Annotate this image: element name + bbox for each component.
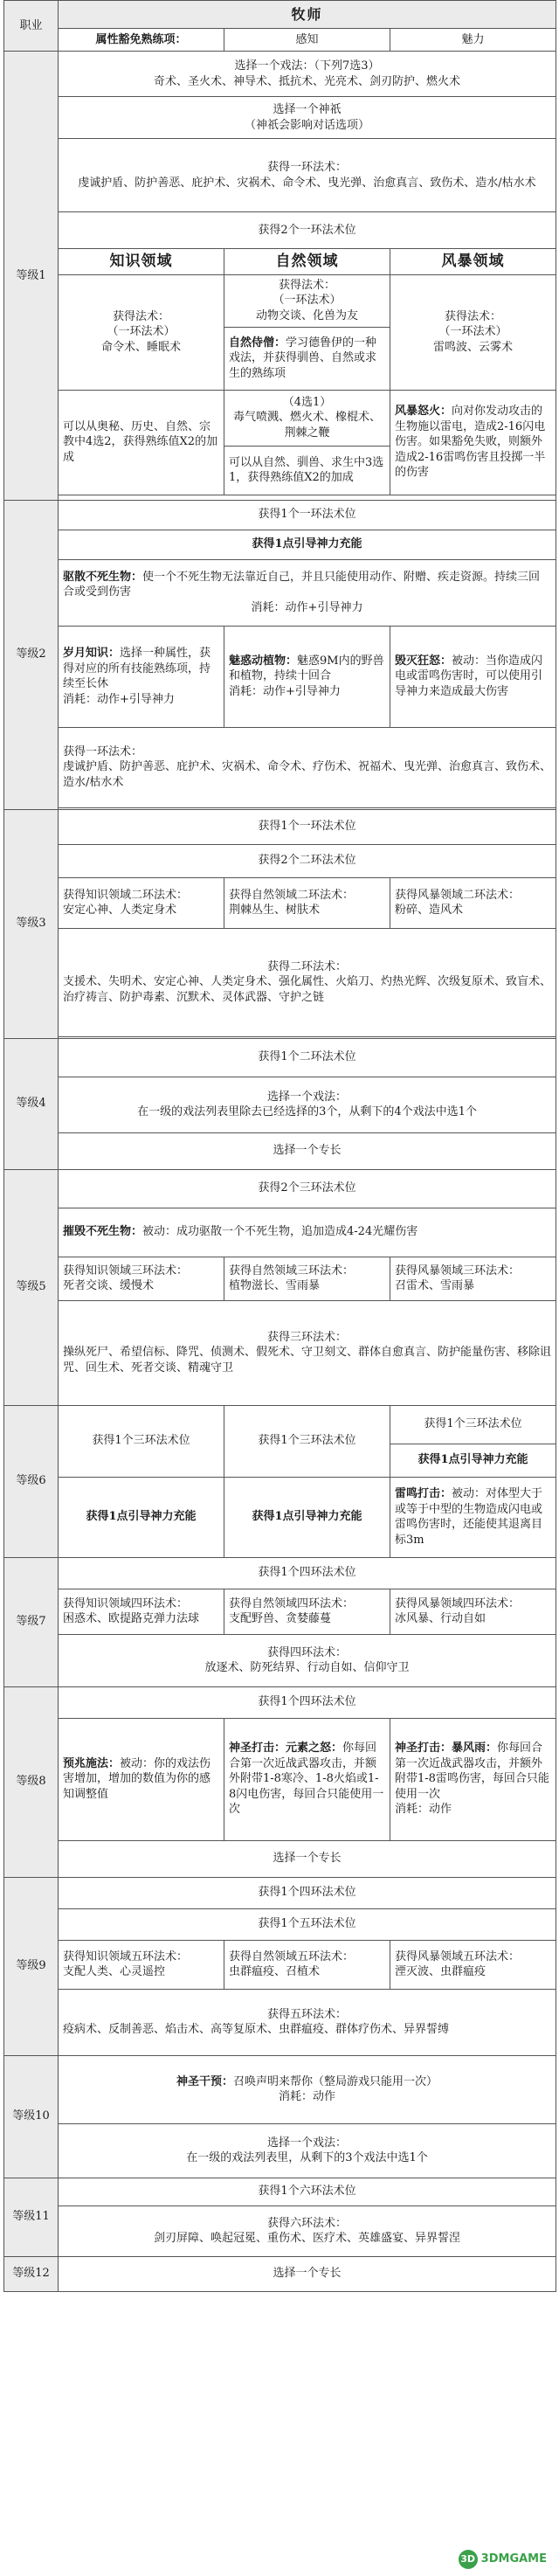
l4-cantrip-title: 选择一个戏法： bbox=[266, 1090, 347, 1104]
level-5-label: 等级5 bbox=[4, 1169, 59, 1405]
charm-animals-name: 魅惑动植物： bbox=[229, 654, 298, 668]
n3-title: 获得自然领域三环法术： bbox=[229, 1264, 355, 1278]
l4-cantrip-text: 在一级的戏法列表里除去已经选择的3个，从剩下的4个戏法中选1个 bbox=[137, 1105, 477, 1119]
cleric-progression-table bbox=[3, 0, 556, 2292]
l10-cantrip-text: 在一级的戏法列表里，从剩下的3个戏法中选1个 bbox=[186, 2151, 428, 2165]
tempest-tier5 bbox=[390, 1940, 556, 1989]
t2-list: 粉碎、造风术 bbox=[395, 904, 464, 918]
l9-spells-list: 疫病术、反制善恶、焰击术、高等复原术、虫群瘟疫、群体疗伤术、异界誓缚 bbox=[63, 2023, 450, 2037]
proficiency-charisma: 魅力 bbox=[390, 29, 556, 52]
knowledge-tier4 bbox=[59, 1589, 224, 1634]
l3-spells-title: 获得二环法术： bbox=[266, 959, 347, 973]
level-7-label: 等级7 bbox=[4, 1557, 59, 1686]
t4-title: 获得风暴领域四环法术： bbox=[395, 1596, 521, 1610]
nature-cantrip-list: 毒气喷溅、燃火术、橡棍术、荆棘之鞭 bbox=[232, 411, 381, 440]
domain-knowledge: 知识领域 bbox=[59, 249, 224, 275]
l2-spells-list: 虔诚护盾、防护善恶、庇护术、灾祸术、命令术、疗伤术、祝福术、曳光弹、治愈真言、致伤术、造水/枯水术 bbox=[63, 760, 552, 789]
knowledge-spells bbox=[59, 274, 224, 390]
destructive-wrath-text: 被动：当你造成闪电或雷鸣伤害时，可以使用引导神力来造成最大伤害 bbox=[395, 654, 543, 698]
level-1-cantrip bbox=[59, 52, 556, 97]
k2-title: 获得知识领域二环法术： bbox=[63, 888, 189, 902]
knowledge-feature: 可以从奥秘、历史、自然、宗教中4选2，获得熟练值X2的加成 bbox=[59, 390, 224, 495]
destroy-undead bbox=[59, 1208, 556, 1257]
site-watermark bbox=[455, 2548, 550, 2571]
level-6-label: 等级6 bbox=[4, 1405, 59, 1557]
n2-title: 获得自然领域二环法术： bbox=[229, 888, 355, 902]
l10-cantrip-title: 选择一个戏法： bbox=[266, 2136, 347, 2150]
knowledge-tier3 bbox=[59, 1257, 224, 1300]
divine-strike-elemental-name: 神圣打击：元素之怒： bbox=[229, 1742, 343, 1755]
turn-undead-text: 使一个不死生物无法靠近自己，并且只能使用动作、附赠、疾走资源。持续三回合或受到伤害 bbox=[63, 570, 541, 599]
watermark-logo-icon: 3D bbox=[459, 2550, 478, 2569]
level-9-label: 等级9 bbox=[4, 1877, 59, 2055]
nature-proficiency: 可以从自然、驯兽、求生中3选1，获得熟练值X2的加成 bbox=[224, 446, 390, 495]
ts-tier: （一环法术） bbox=[438, 325, 507, 339]
n4-list: 支配野兽、贪婪藤蔓 bbox=[229, 1612, 332, 1626]
level-4-slots: 获得1个二环法术位 bbox=[59, 1038, 556, 1077]
tempest-tier3 bbox=[390, 1257, 556, 1300]
level-3-spells bbox=[59, 928, 556, 1036]
l5-spells-list: 操纵死尸、希望信标、降咒、侦测术、假死术、守卫刻文、群体自愈真言、防护能量伤害、移除诅咒、回生术、死者交谈、精魂守卫 bbox=[63, 1346, 552, 1375]
nature-acolyte bbox=[224, 327, 390, 390]
nature-acolyte-name: 自然侍僧： bbox=[229, 336, 286, 350]
knowledge-of-ages-text: 选择一种属性，获得对应的所有技能熟练项，持续至长休 bbox=[63, 646, 211, 691]
level-11-slot: 获得1个六环法术位 bbox=[59, 2178, 556, 2206]
ns-title: 获得法术： bbox=[278, 278, 335, 292]
deity-note: （神祇会影响对话选项） bbox=[244, 118, 369, 132]
level-10-label: 等级10 bbox=[4, 2055, 59, 2178]
cantrip-title: 选择一个戏法：（下列7选3） bbox=[234, 59, 380, 73]
divine-strike-storm-text: 你每回合第一次近战武器攻击，并额外附带1-8雷鸣伤害，每回合只能使用一次 bbox=[395, 1742, 549, 1801]
level-5-spells bbox=[59, 1300, 556, 1405]
level-6-slot-knowledge: 获得1个三环法术位 bbox=[59, 1405, 224, 1477]
nature-spells bbox=[224, 274, 390, 327]
k4-list: 困惑术、欧提路克弹力法球 bbox=[63, 1612, 200, 1626]
tempest-tier2 bbox=[390, 877, 556, 928]
level-3-label: 等级3 bbox=[4, 809, 59, 1038]
level-1-spells bbox=[59, 139, 556, 212]
nature-acolyte-text: 学习德鲁伊的一种戏法，并获得驯兽、自然或求生的熟练项 bbox=[229, 336, 377, 380]
level-11-label: 等级11 bbox=[4, 2178, 59, 2256]
nature-tier2 bbox=[224, 877, 390, 928]
class-name: 牧师 bbox=[59, 1, 556, 29]
level-2-label: 等级2 bbox=[4, 500, 59, 809]
charm-animals-cost: 消耗：动作+引导神力 bbox=[229, 684, 341, 698]
level-4-label: 等级4 bbox=[4, 1038, 59, 1169]
level-2-channel: 获得1点引导神力充能 bbox=[59, 530, 556, 559]
spells-list: 虔诚护盾、防护善恶、庇护术、灾祸术、命令术、曳光弹、治愈真言、致伤术、造水/枯水术 bbox=[78, 176, 536, 190]
turn-undead-cost: 消耗：动作+引导神力 bbox=[251, 600, 363, 614]
level-3-slots-1: 获得1个一环法术位 bbox=[59, 809, 556, 844]
thunderbolt-strike-text: 被动：对体型大于或等于中型的生物造成闪电或雷鸣伤害时，还能使其退离目标3m bbox=[395, 1486, 543, 1547]
n3-list: 植物滋长、雪雨暴 bbox=[229, 1279, 321, 1293]
t3-list: 召雷术、雪雨暴 bbox=[395, 1279, 475, 1293]
t2-title: 获得风暴领域二环法术： bbox=[395, 888, 521, 902]
thunderbolt-strike-name: 雷鸣打击： bbox=[395, 1486, 452, 1500]
divine-strike-storm bbox=[390, 1718, 556, 1840]
nature-tier4 bbox=[224, 1589, 390, 1634]
n2-list: 荆棘丛生、树肤术 bbox=[229, 904, 321, 918]
level-3-slots-2: 获得2个二环法术位 bbox=[59, 844, 556, 877]
potent-spellcasting bbox=[59, 1718, 224, 1840]
t5-title: 获得风暴领域五环法术： bbox=[395, 1949, 521, 1963]
ns-tier: （一环法术） bbox=[273, 294, 342, 308]
t5-list: 湮灭波、虫群瘟疫 bbox=[395, 1965, 487, 1979]
level-10-cantrip bbox=[59, 2123, 556, 2178]
turn-undead bbox=[59, 559, 556, 626]
level-6-channel-tempest: 获得1点引导神力充能 bbox=[390, 1444, 556, 1477]
l5-spells-title: 获得三环法术： bbox=[266, 1330, 347, 1344]
tempest-wrath bbox=[390, 390, 556, 495]
ts-list: 雷鸣波、云雾术 bbox=[432, 341, 513, 355]
level-9-spells bbox=[59, 1989, 556, 2055]
level-4-cantrip bbox=[59, 1077, 556, 1132]
nature-cantrip-choice bbox=[224, 390, 390, 446]
t3-title: 获得风暴领域三环法术： bbox=[395, 1264, 521, 1278]
ts-title: 获得法术： bbox=[444, 309, 501, 323]
level-12-feat: 选择一个专长 bbox=[59, 2256, 556, 2291]
ks-title: 获得法术： bbox=[112, 309, 169, 323]
knowledge-tier2 bbox=[59, 877, 224, 928]
divine-strike-elemental-text: 你每回合第一次近战武器攻击，并额外附带1-8寒冷、1-8火焰或1-8闪电伤害，每回合只能使用一次 bbox=[229, 1742, 384, 1817]
proficiency-wisdom: 感知 bbox=[224, 29, 390, 52]
l11-spells-list: 剑刃屏障、唤起冠冕、重伤术、医疗术、英雄盛宴、异界誓涅 bbox=[153, 2232, 460, 2246]
destructive-wrath bbox=[390, 626, 556, 727]
cantrip-list: 奇术、圣火术、神导术、抵抗术、光亮术、剑刃防护、燃火术 bbox=[153, 74, 460, 88]
divine-intervention-text: 召唤声明来帮你（整局游戏只能用一次） bbox=[233, 2074, 438, 2088]
n5-list: 虫群瘟疫、召植术 bbox=[229, 1965, 321, 1979]
divine-strike-storm-cost: 消耗：动作 bbox=[395, 1803, 452, 1817]
level-8-label: 等级8 bbox=[4, 1686, 59, 1877]
divine-intervention-name: 神圣干预： bbox=[176, 2074, 233, 2088]
nature-cantrip-count: （4选1） bbox=[282, 395, 332, 409]
l9-spells-title: 获得五环法术： bbox=[266, 2007, 347, 2021]
level-9-slot-5: 获得1个五环法术位 bbox=[59, 1908, 556, 1940]
ks-list: 命令术、睡眠术 bbox=[100, 341, 181, 355]
l7-spells-title: 获得四环法术： bbox=[266, 1645, 347, 1659]
n4-title: 获得自然领域四环法术： bbox=[229, 1596, 355, 1610]
tempest-wrath-name: 风暴怒火： bbox=[395, 405, 452, 419]
ns-list: 动物交谈、化兽为友 bbox=[255, 309, 358, 323]
knowledge-of-ages-cost: 消耗：动作+引导神力 bbox=[63, 692, 175, 706]
potent-spellcasting-name: 预兆施法： bbox=[63, 1756, 121, 1770]
knowledge-of-ages bbox=[59, 626, 224, 727]
watermark-text: 3DMGAME bbox=[480, 2552, 547, 2566]
k5-title: 获得知识领域五环法术： bbox=[63, 1949, 189, 1963]
level-6-channel-knowledge: 获得1点引导神力充能 bbox=[59, 1477, 224, 1557]
k3-list: 死者交谈、缓慢术 bbox=[63, 1279, 155, 1293]
level-5-slots: 获得2个三环法术位 bbox=[59, 1169, 556, 1208]
nature-tier3 bbox=[224, 1257, 390, 1300]
level-11-spells bbox=[59, 2206, 556, 2256]
t4-list: 冰风暴、行动自如 bbox=[395, 1612, 487, 1626]
level-2-spells bbox=[59, 727, 556, 807]
charm-animals-text: 魅惑9M内的野兽和植物，持续十回合 bbox=[229, 654, 384, 683]
k2-list: 安定心神、人类定身术 bbox=[63, 904, 177, 918]
tempest-spells bbox=[390, 274, 556, 390]
k5-list: 支配人类、心灵遥控 bbox=[63, 1965, 166, 1979]
class-label: 职业 bbox=[4, 1, 59, 52]
divine-strike-storm-name: 神圣打击：暴风雨： bbox=[395, 1742, 498, 1755]
tempest-wrath-text: 向对你发动攻击的生物施以雷电，造成2-16闪电伤害。如果豁免失败，则额外造成2-16雷鸣伤害且投掷一半的伤害 bbox=[395, 405, 546, 480]
l11-spells-title: 获得六环法术： bbox=[266, 2216, 347, 2230]
turn-undead-name: 驱散不死生物： bbox=[63, 570, 143, 584]
divine-strike-elemental bbox=[224, 1718, 390, 1840]
divine-intervention-cost: 消耗：动作 bbox=[278, 2090, 335, 2104]
l7-spells-list: 放逐术、防死结界、行动自如、信仰守卫 bbox=[204, 1661, 410, 1675]
potent-spellcasting-text: 被动：你的戏法伤害增加，增加的数值为你的感知调整值 bbox=[63, 1756, 211, 1801]
level-6-slot-tempest: 获得1个三环法术位 bbox=[390, 1405, 556, 1444]
level-4-feat: 选择一个专长 bbox=[59, 1132, 556, 1169]
level-12-label: 等级12 bbox=[4, 2256, 59, 2291]
ks-tier: （一环法术） bbox=[107, 325, 176, 339]
k3-title: 获得知识领域三环法术： bbox=[63, 1264, 189, 1278]
domain-nature: 自然领域 bbox=[224, 249, 390, 275]
n5-title: 获得自然领域五环法术： bbox=[229, 1949, 355, 1963]
level-1-deity bbox=[59, 97, 556, 139]
level-6-slot-nature: 获得1个三环法术位 bbox=[224, 1405, 390, 1477]
divine-intervention bbox=[59, 2055, 556, 2123]
tempest-tier4 bbox=[390, 1589, 556, 1634]
level-7-slot: 获得1个四环法术位 bbox=[59, 1557, 556, 1589]
charm-animals bbox=[224, 626, 390, 727]
thunderbolt-strike bbox=[390, 1477, 556, 1557]
domain-tempest: 风暴领域 bbox=[390, 249, 556, 275]
knowledge-of-ages-name: 岁月知识： bbox=[63, 646, 121, 660]
k4-title: 获得知识领域四环法术： bbox=[63, 1596, 189, 1610]
destructive-wrath-name: 毁灭狂怒： bbox=[395, 654, 452, 668]
level-8-slot: 获得1个四环法术位 bbox=[59, 1686, 556, 1718]
deity-title: 选择一个神祇 bbox=[273, 102, 342, 116]
l2-spells-title: 获得一环法术： bbox=[63, 744, 143, 758]
level-7-spells bbox=[59, 1634, 556, 1686]
destroy-undead-text: 被动：成功驱散一个不死生物，追加造成4-24光耀伤害 bbox=[142, 1225, 418, 1239]
spells-title: 获得一环法术： bbox=[266, 160, 347, 174]
destroy-undead-name: 摧毁不死生物： bbox=[63, 1225, 143, 1239]
level-1-label: 等级1 bbox=[4, 52, 59, 501]
level-2-slots: 获得1个一环法术位 bbox=[59, 500, 556, 530]
nature-tier5 bbox=[224, 1940, 390, 1989]
l3-spells-list: 支援术、失明术、安定心神、人类定身术、强化属性、火焰刀、灼热光辉、次级复原术、致盲术、治疗祷言、防护毒素、沉默术、灵体武器、守护之链 bbox=[63, 975, 552, 1004]
level-9-slot-4: 获得1个四环法术位 bbox=[59, 1877, 556, 1908]
level-1-slots: 获得2个一环法术位 bbox=[59, 212, 556, 249]
knowledge-tier5 bbox=[59, 1940, 224, 1989]
proficiency-label: 属性豁免熟练项： bbox=[59, 29, 224, 52]
level-6-channel-nature: 获得1点引导神力充能 bbox=[224, 1477, 390, 1557]
level-8-feat: 选择一个专长 bbox=[59, 1840, 556, 1877]
